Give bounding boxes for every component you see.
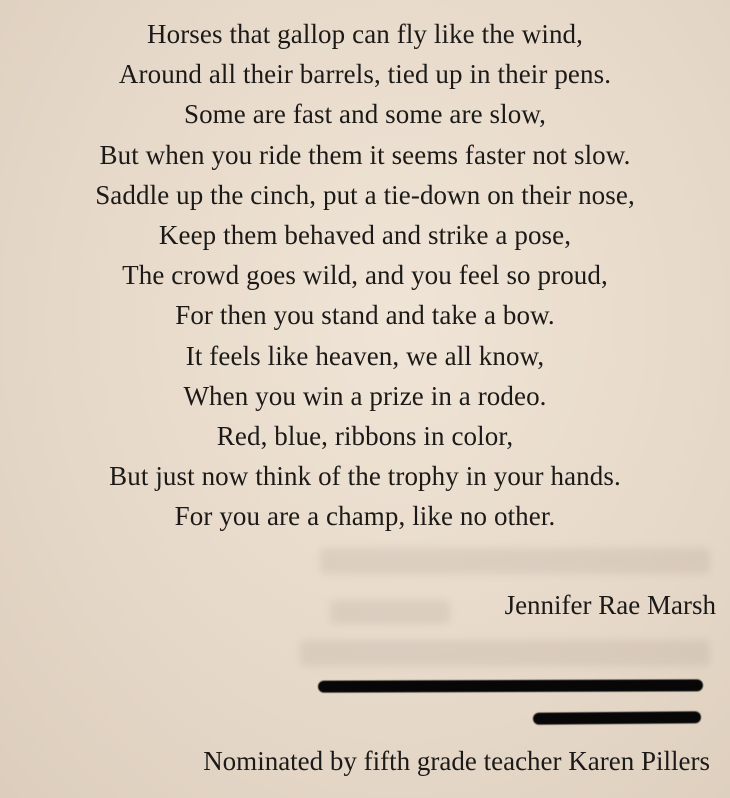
poem-line: Some are fast and some are slow, [183,99,547,130]
nomination-credit: Nominated by fifth grade teacher Karen Pillers [203,746,710,776]
redaction-bar [533,711,701,724]
poem-line: Horses that gallop can fly like the wind, [147,19,583,49]
poem-line: Keep them behaved and strike a pose, [158,219,572,250]
poem-body [0,14,730,536]
blurred-text-bleedthrough [300,640,710,666]
poem-line: The crowd goes wild, and you feel so proud, [122,260,608,291]
poem-line: But just now think of the trophy in your hands. [109,461,621,492]
poem-line: But when you ride them it seems faster not slow. [99,139,631,170]
poem-line: It feels like heaven, we all know, [185,340,545,371]
poem-line: When you win a prize in a rodeo. [183,380,547,411]
poem-line: For then you stand and take a bow. [175,300,555,331]
poem-line: Around all their barrels, tied up in their pens. [118,59,612,90]
poem-line: For you are a champ, like no other. [174,501,556,532]
poem-author: Jennifer Rae Marsh [504,590,716,620]
poem-line: Red, blue, ribbons in color, [216,420,514,451]
blurred-text-bleedthrough [320,548,710,574]
poem-line: Saddle up the cinch, put a tie-down on their nose, [95,179,635,210]
redaction-bar [318,679,703,692]
blurred-text-bleedthrough [330,600,450,624]
